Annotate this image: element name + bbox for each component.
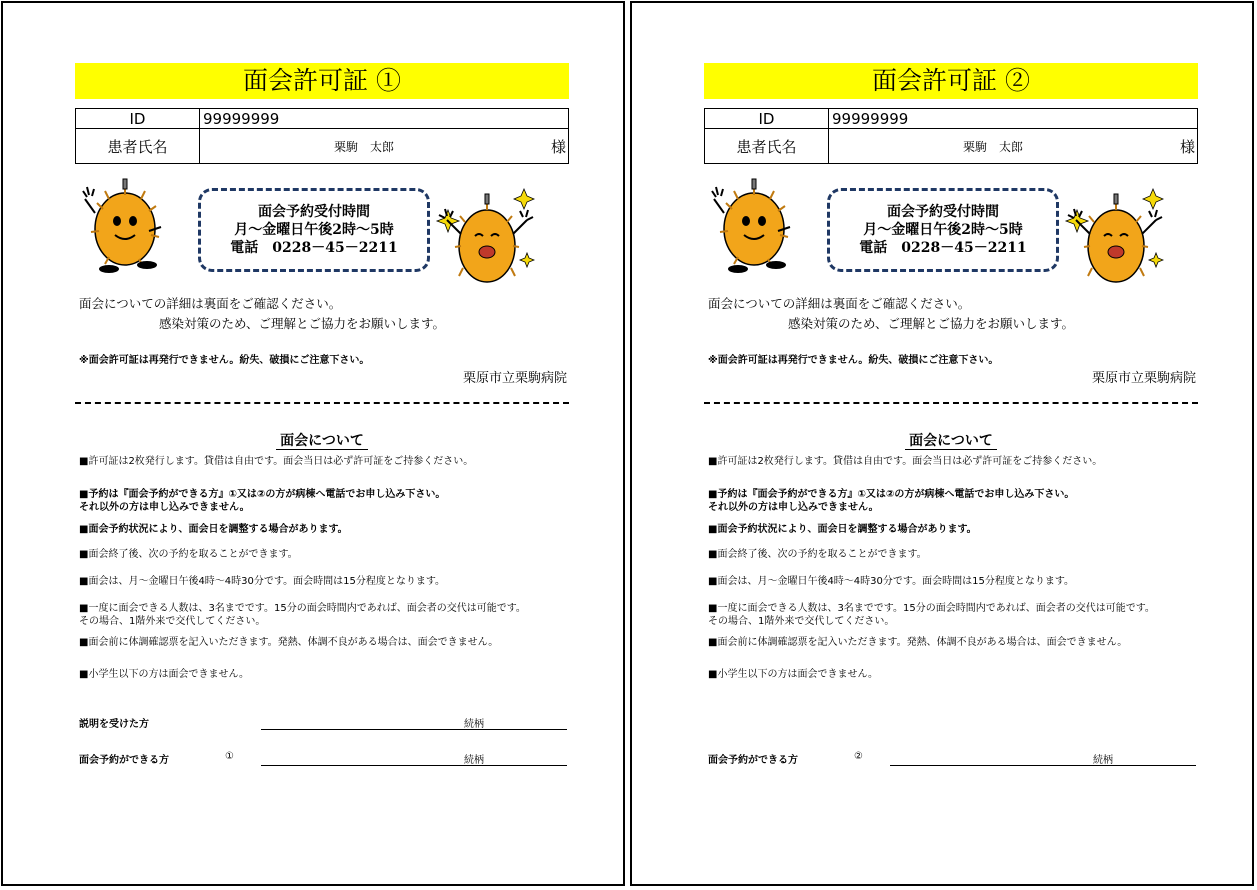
patient-name-cell [829,129,1198,164]
rule-item: ■小学生以下の方は面会できません。 [708,669,879,680]
signature-line[interactable] [261,765,567,766]
patient-name-value: 栗駒 太郎 [333,139,394,154]
rule-item: それ以外の方は申し込みできません。 [708,502,879,513]
id-value: 99999999 [829,109,1198,129]
rule-item: ■一度に面会できる人数は、3名までです。15分の面会時間内であれば、面会者の交代は可能です。 [79,603,526,614]
permit-title: 面会許可証 ② [704,63,1198,99]
rule-item: ■面会予約状況により、面会日を調整する場合があります。 [79,524,348,535]
sparkle-icon [1143,189,1163,209]
patient-name-label: 患者氏名 [705,129,829,164]
rule-item: ■面会前に体調確認票を記入いただきます。発熱、体調不良がある場合は、面会できません。 [79,637,499,648]
section-title: 面会について [75,430,569,450]
sparkle-icon [520,253,534,267]
patient-info-table [75,108,569,164]
cut-line [704,402,1198,404]
sig-reserve-label: 面会予約ができる方 [79,755,169,766]
hours-time: 月～金曜日午後2時～5時 [234,222,394,238]
patient-info-table [704,108,1198,164]
rule-item: その場合、1階外来で交代してください。 [79,616,266,627]
rule-item: ■許可証は2枚発行します。貸借は自由です。面会当日は必ず許可証をご持参ください。 [79,456,474,467]
reservation-hours-box [827,188,1059,272]
honorific: 様 [1179,138,1195,156]
reissue-note: ※面会許可証は再発行できません。紛失、破損にご注意下さい。 [708,355,999,366]
cut-line [75,402,569,404]
details-text: 面会についての詳細は裏面をご確認ください。 [79,296,342,311]
id-label: ID [705,109,829,129]
rule-item: ■面会は、月～金曜日午後4時～4時30分です。面会時間は15分程度となります。 [708,576,1075,587]
id-value: 99999999 [200,109,569,129]
sig-reserve-relation: 続柄 [1093,755,1113,766]
hospital-name: 栗原市立栗駒病院 [462,371,567,386]
rule-item: ■予約は『面会予約ができる方』①又は②の方が病棟へ電話でお申し込み下さい。 [708,489,1075,500]
reservation-hours-box [198,188,430,272]
rule-item: ■面会は、月～金曜日午後4時～4時30分です。面会時間は15分程度となります。 [79,576,446,587]
rule-item: ■小学生以下の方は面会できません。 [79,669,250,680]
hours-time: 月～金曜日午後2時～5時 [863,222,1023,238]
rule-item: ■一度に面会できる人数は、3名までです。15分の面会時間内であれば、面会者の交代は可能です。 [708,603,1155,614]
hours-phone: 電話 0228－45－2211 [230,240,398,256]
mascot-cheering-icon [435,188,535,288]
patient-name-cell [200,129,569,164]
hours-phone: 電話 0228－45－2211 [859,240,1027,256]
rule-item: ■面会終了後、次の予約を取ることができます。 [708,549,927,560]
sparkle-icon [514,189,534,209]
permit-sheet-2 [630,1,1254,886]
mascot-waving-icon [708,169,798,273]
cooperation-text: 感染対策のため、ご理解とご協力をお願いします。 [788,316,1075,331]
patient-name-value: 栗駒 太郎 [962,139,1023,154]
hours-title: 面会予約受付時間 [258,204,370,220]
rule-item: その場合、1階外来で交代してください。 [708,616,895,627]
rule-item: ■面会終了後、次の予約を取ることができます。 [79,549,298,560]
rule-item: ■面会予約状況により、面会日を調整する場合があります。 [708,524,977,535]
sig-reserve-relation: 続柄 [464,755,484,766]
rule-item: ■面会前に体調確認票を記入いただきます。発熱、体調不良がある場合は、面会できません。 [708,637,1128,648]
hospital-name: 栗原市立栗駒病院 [1091,371,1196,386]
details-text: 面会についての詳細は裏面をご確認ください。 [708,296,971,311]
id-label: ID [76,109,200,129]
sparkle-icon [1149,253,1163,267]
permit-sheet-1 [1,1,625,886]
reissue-note: ※面会許可証は再発行できません。紛失、破損にご注意下さい。 [79,355,370,366]
mascot-waving-icon [79,169,169,273]
sig-reserve-number: ② [854,751,863,762]
rule-item: ■許可証は2枚発行します。貸借は自由です。面会当日は必ず許可証をご持参ください。 [708,456,1103,467]
patient-name-label: 患者氏名 [76,129,200,164]
mascot-cheering-icon [1064,188,1164,288]
hours-title: 面会予約受付時間 [887,204,999,220]
sig-explained-relation: 続柄 [464,719,484,730]
signature-line[interactable] [261,729,567,730]
section-title: 面会について [704,430,1198,450]
sig-explained-label: 説明を受けた方 [79,719,149,730]
cooperation-text: 感染対策のため、ご理解とご協力をお願いします。 [159,316,446,331]
rule-item: それ以外の方は申し込みできません。 [79,502,250,513]
sig-reserve-label: 面会予約ができる方 [708,755,798,766]
signature-line[interactable] [890,765,1196,766]
rule-item: ■予約は『面会予約ができる方』①又は②の方が病棟へ電話でお申し込み下さい。 [79,489,446,500]
honorific: 様 [550,138,566,156]
permit-title: 面会許可証 ① [75,63,569,99]
sig-reserve-number: ① [225,751,234,762]
